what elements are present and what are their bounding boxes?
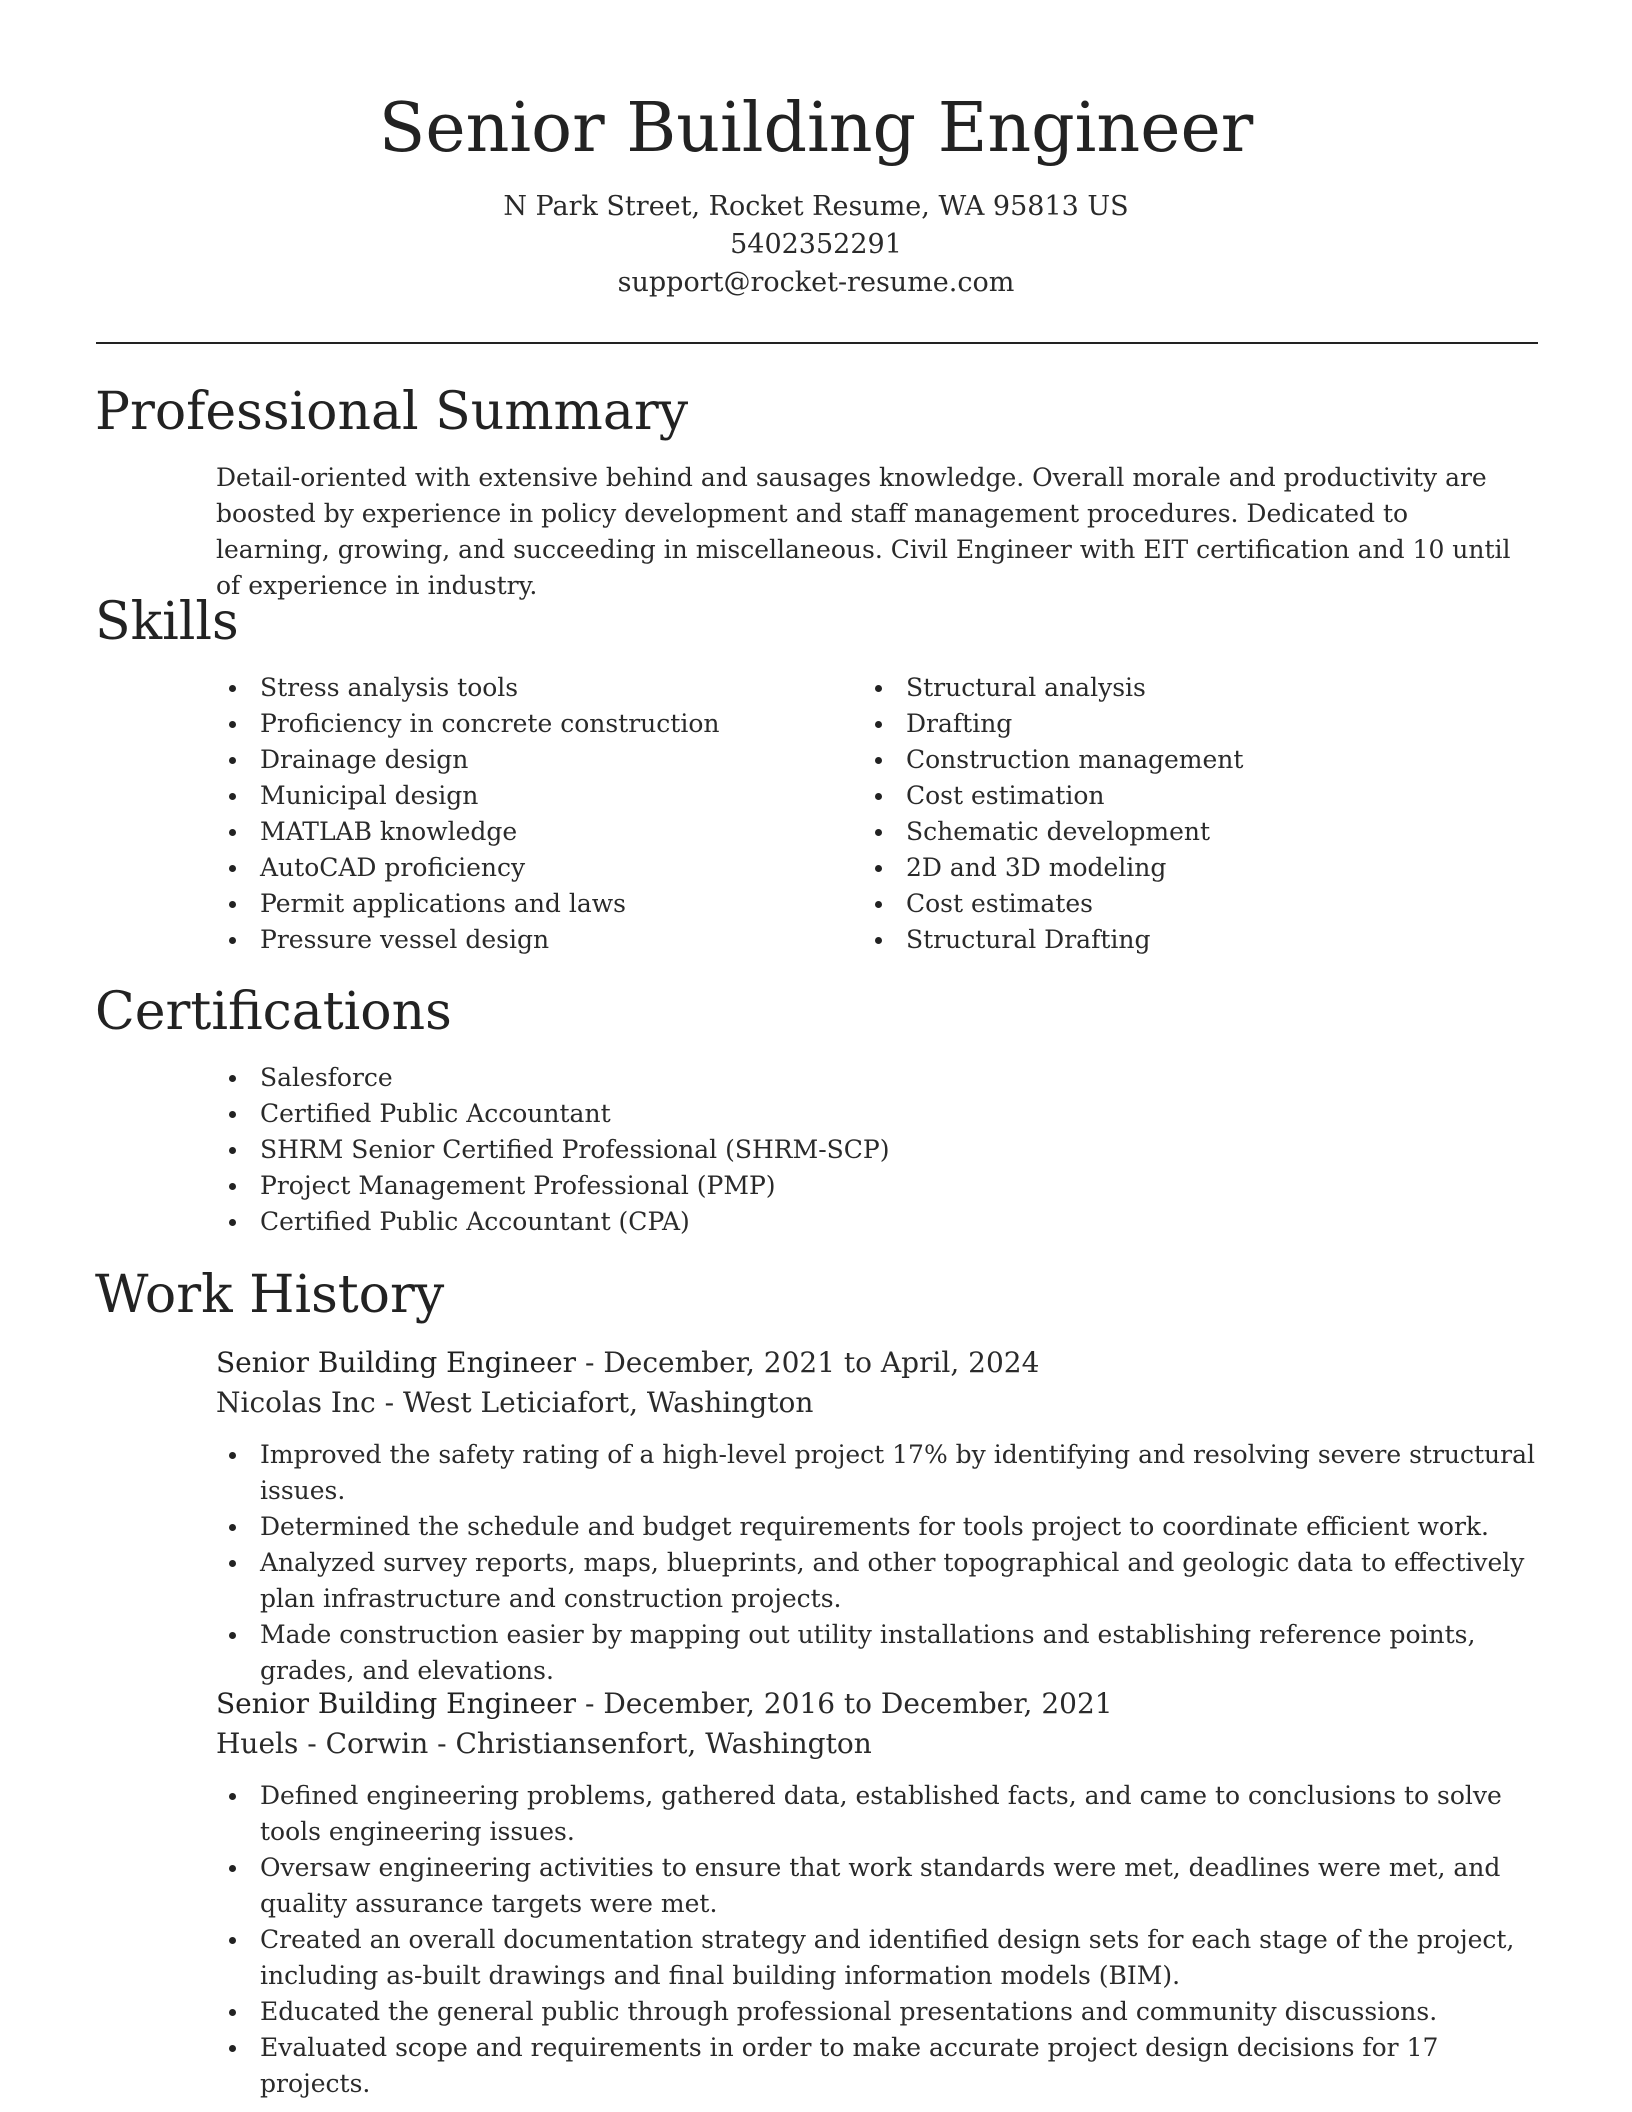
skill-item: Structural analysis xyxy=(862,670,1522,706)
work-history-heading: Work History xyxy=(95,1265,445,1325)
skill-item: Pressure vessel design xyxy=(216,922,836,958)
job-bullet: Educated the general public through professional presentations and community discussions. xyxy=(216,1994,1546,2030)
job-bullet: Oversaw engineering activities to ensure that work standards were met, deadlines were met, and quality assurance targets were met. xyxy=(216,1850,1546,1922)
job-bullet: Improved the safety rating of a high-level project 17% by identifying and resolving severe structural issues. xyxy=(216,1437,1546,1509)
certification-item: Salesforce xyxy=(216,1060,1516,1096)
certifications-heading: Certifications xyxy=(95,982,452,1042)
certifications-list xyxy=(216,1060,1516,1240)
skill-item: Proficiency in concrete construction xyxy=(216,706,836,742)
resume-header xyxy=(0,84,1632,302)
contact-block xyxy=(0,188,1632,302)
job-bullet: Made construction easier by mapping out utility installations and establishing reference points, grades, and elevations. xyxy=(216,1617,1546,1689)
candidate-name: Senior Building Engineer xyxy=(378,89,1254,168)
job-company-line xyxy=(216,1725,872,1763)
job-bullet: Defined engineering problems, gathered data, established facts, and came to conclusions to solve tools engineering issues. xyxy=(216,1778,1546,1850)
certification-item: Certified Public Accountant xyxy=(216,1096,1516,1132)
contact-email: support@rocket-resume.com xyxy=(617,267,1015,298)
certification-item: Certified Public Accountant (CPA) xyxy=(216,1204,1516,1240)
job-location: - West Leticiafort, Washington xyxy=(375,1386,814,1419)
job-bullet: Analyzed survey reports, maps, blueprints, and other topographical and geologic data to effectively plan infrastructure and construction projects. xyxy=(216,1545,1546,1617)
job-bullet: Determined the schedule and budget requirements for tools project to coordinate efficient work. xyxy=(216,1509,1546,1545)
job-location: - Christiansenfort, Washington xyxy=(428,1727,872,1760)
skill-item: Schematic development xyxy=(862,814,1522,850)
skills-list-left xyxy=(216,670,836,958)
certification-item: SHRM Senior Certified Professional (SHRM-SCP) xyxy=(216,1132,1516,1168)
header-divider xyxy=(96,342,1538,344)
skill-item: Construction management xyxy=(862,742,1522,778)
job-company: Nicolas Inc xyxy=(216,1386,376,1419)
skill-item: Stress analysis tools xyxy=(216,670,836,706)
skill-item: Drafting xyxy=(862,706,1522,742)
skill-item: Structural Drafting xyxy=(862,922,1522,958)
job-dates: - December, 2021 to April, 2024 xyxy=(576,1346,1040,1379)
skill-item: Municipal design xyxy=(216,778,836,814)
job-bullet: Created an overall documentation strategy and identified design sets for each stage of the project, including as-built drawings and final building information models (BIM). xyxy=(216,1922,1546,1994)
skill-item: Cost estimates xyxy=(862,886,1522,922)
skills-list-right xyxy=(862,670,1522,958)
certification-item: Project Management Professional (PMP) xyxy=(216,1168,1516,1204)
job-bullets xyxy=(216,1778,1546,2102)
skill-item: Permit applications and laws xyxy=(216,886,836,922)
contact-phone: 5402352291 xyxy=(730,229,902,260)
job-title-line xyxy=(216,1685,1113,1723)
skills-heading: Skills xyxy=(95,592,239,652)
job-bullet: Evaluated scope and requirements in order to make accurate project design decisions for 17 projects. xyxy=(216,2030,1546,2102)
summary-text: Detail-oriented with extensive behind and sausages knowledge. Overall morale and productivity are boosted by experience in policy development and staff management procedures. Dedicated to learning, growing, and succeeding in miscellaneous. Civil Engineer with EIT certification and 10 until of experience in industry. xyxy=(216,463,1511,600)
contact-address: N Park Street, Rocket Resume, WA 95813 US xyxy=(503,191,1129,222)
job-role: Senior Building Engineer xyxy=(216,1687,577,1720)
skill-item: Drainage design xyxy=(216,742,836,778)
job-dates: - December, 2016 to December, 2021 xyxy=(576,1687,1113,1720)
skill-item: 2D and 3D modeling xyxy=(862,850,1522,886)
skill-item: MATLAB knowledge xyxy=(216,814,836,850)
job-bullets xyxy=(216,1437,1546,1689)
skill-item: Cost estimation xyxy=(862,778,1522,814)
skill-item: AutoCAD proficiency xyxy=(216,850,836,886)
job-company: Huels - Corwin xyxy=(216,1727,429,1760)
job-company-line xyxy=(216,1384,813,1422)
summary-heading: Professional Summary xyxy=(95,382,689,442)
job-role: Senior Building Engineer xyxy=(216,1346,577,1379)
job-title-line xyxy=(216,1344,1039,1382)
